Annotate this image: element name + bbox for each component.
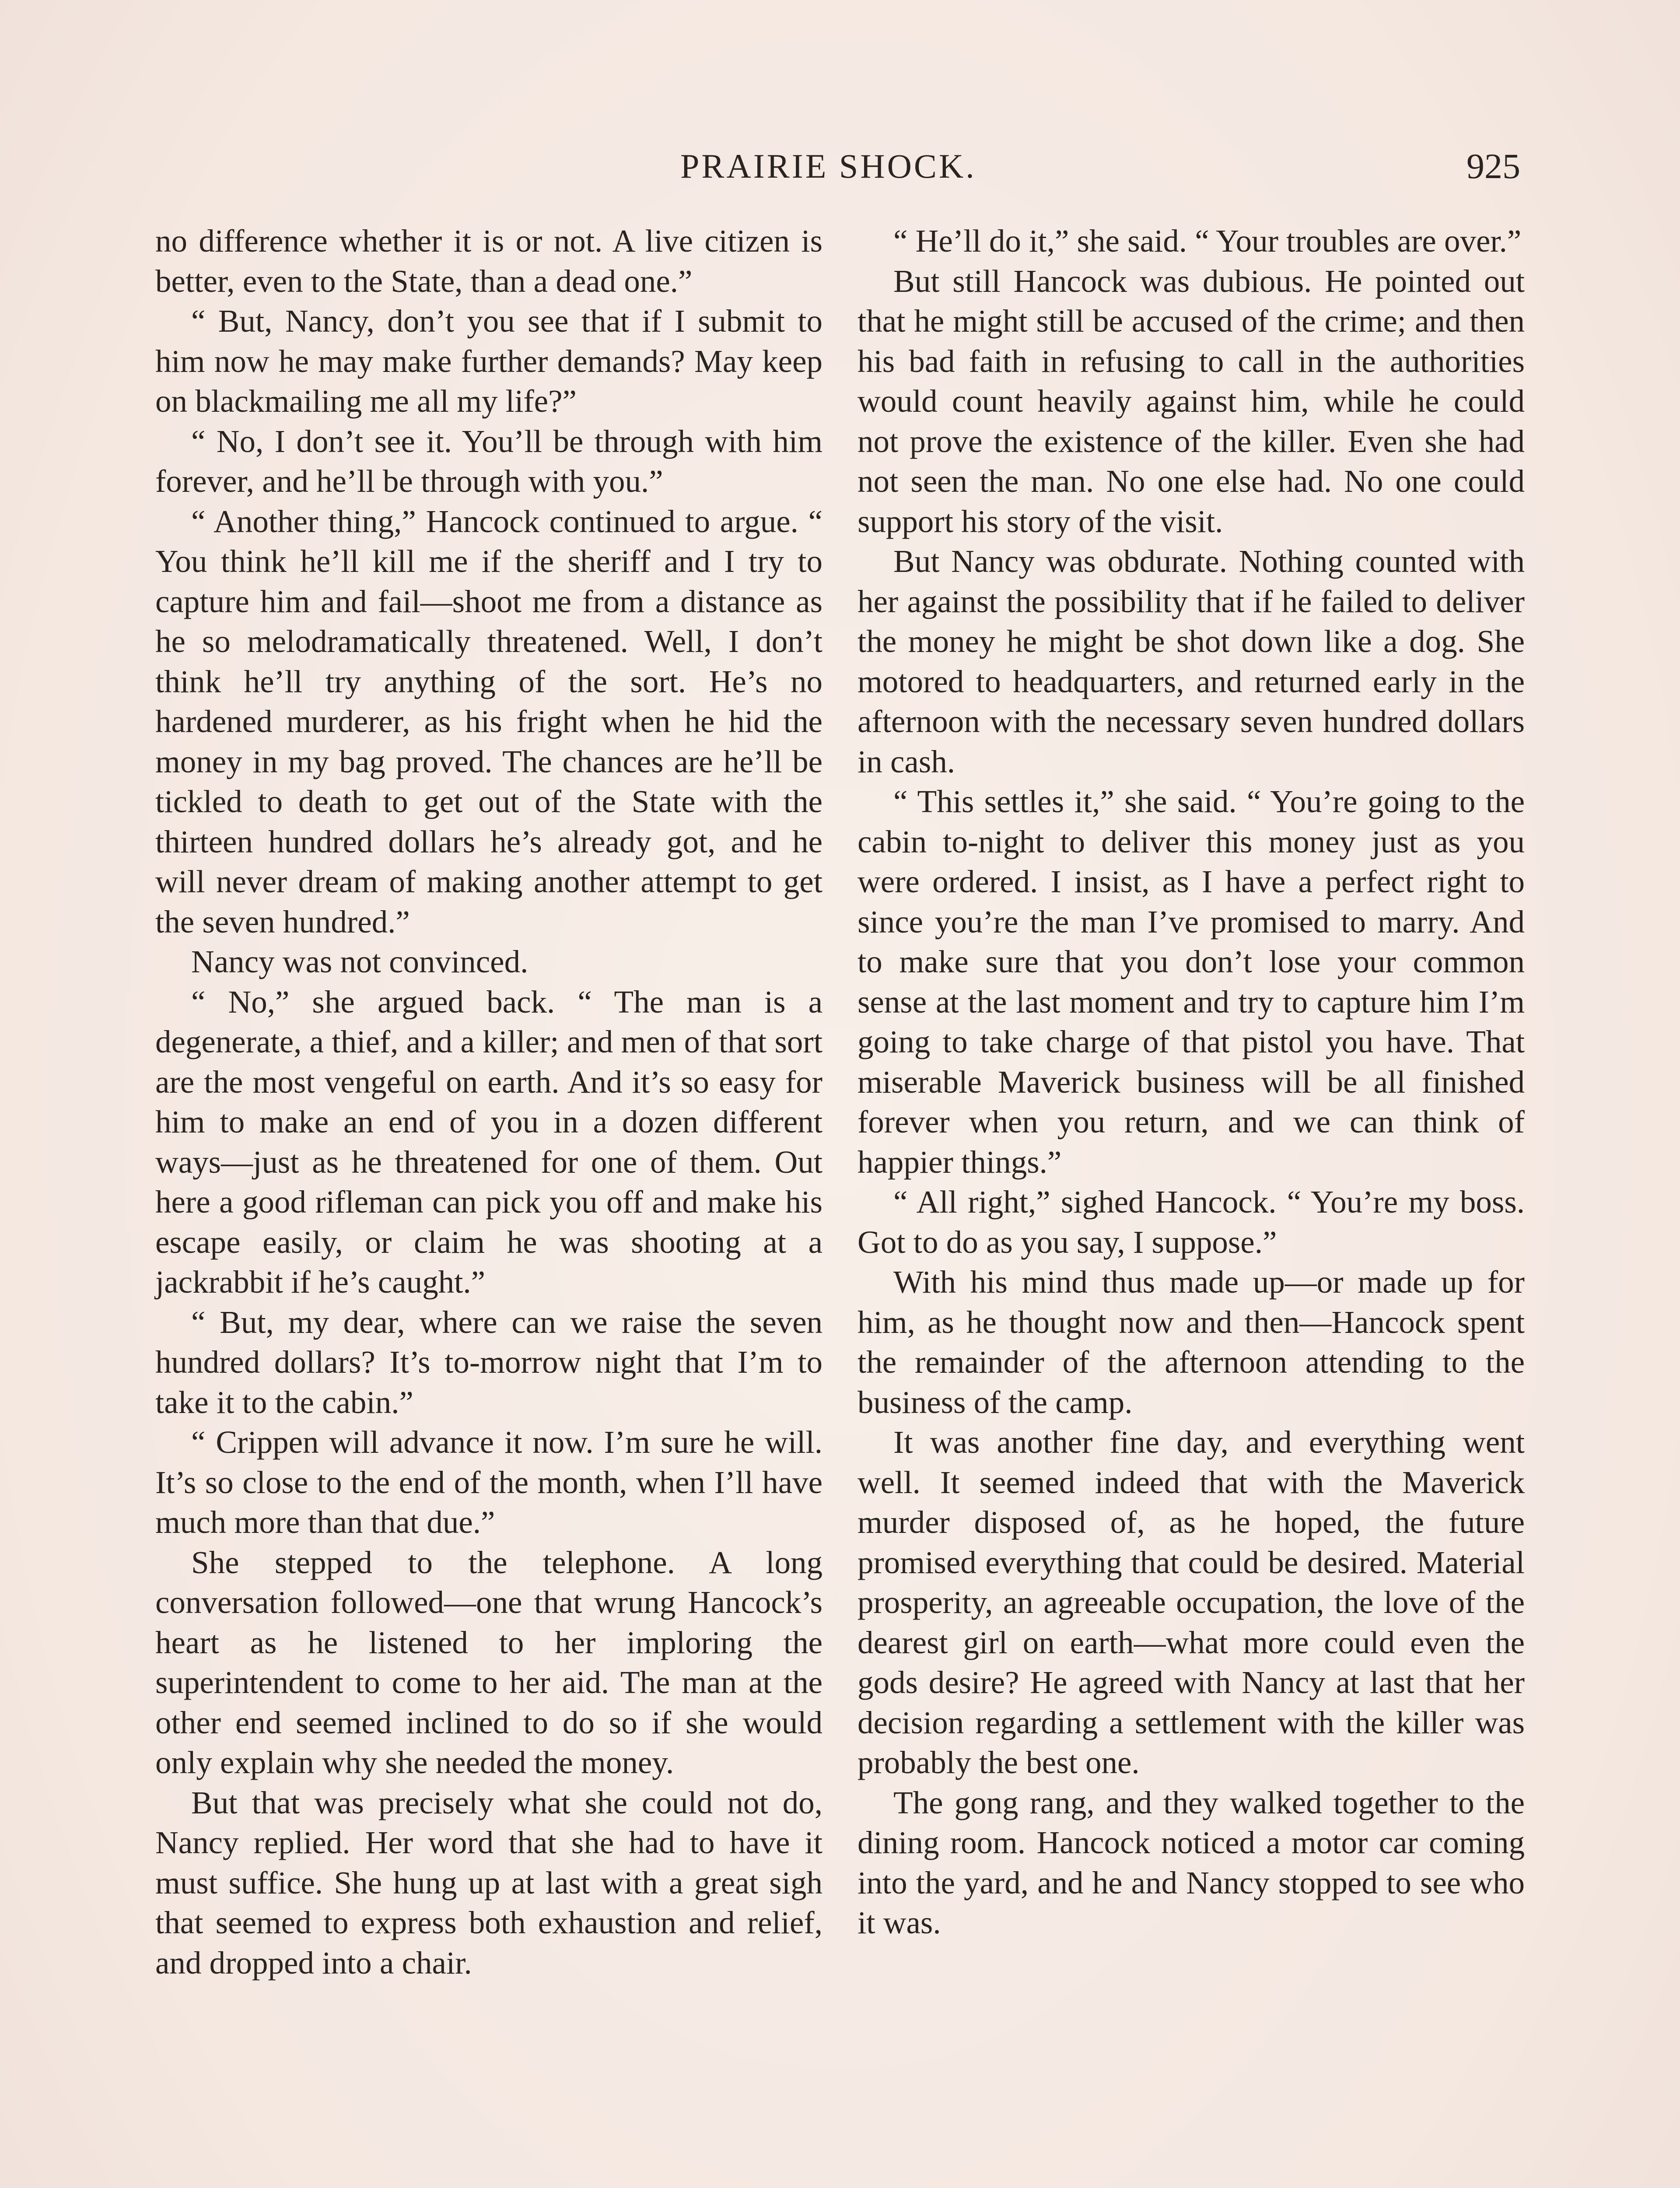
running-header <box>155 142 1520 190</box>
paragraph: It was another fine day, and everything went well. It seemed indeed that with the Maverick murder disposed of, as he hoped, the future promised everything that could be desired. Material prosperity, an agreeable occupation, the love of the dearest girl on earth—what more could even the gods desire? He agreed with Nancy at last that her decision regarding a settlement with the killer was probably the best one. <box>858 1424 1525 1780</box>
paragraph: “ No, I don’t see it. You’ll be through with him forever, and he’ll be through with you.” <box>155 423 822 499</box>
paragraph: Nancy was not convinced. <box>191 944 528 979</box>
page-number: 925 <box>1466 146 1520 186</box>
paragraph: “ But, my dear, where can we raise the seven hundred dollars? It’s to-morrow night that I’m to take it to the cabin.” <box>155 1304 822 1420</box>
paragraph: The gong rang, and they walked together to the dining room. Hancock noticed a motor car coming into the yard, and he and Nancy stopped to see who it was. <box>858 1785 1525 1940</box>
left-column <box>155 221 822 1983</box>
paragraph: But that was precisely what she could not do, Nancy replied. Her word that she had to have it must suffice. She hung up at last with a great sigh that seemed to express both exhaustion and relief, and dropped into a chair. <box>155 1785 822 1981</box>
paragraph: “ All right,” sighed Hancock. “ You’re my boss. Got to do as you say, I suppose.” <box>858 1184 1525 1260</box>
paragraph: “ Crippen will advance it now. I’m sure he will. It’s so close to the end of the month, when I’ll have much more than that due.” <box>155 1424 822 1540</box>
paragraph: “ This settles it,” she said. “ You’re going to the cabin to-night to deliver this money just as you were ordered. I insist, as I have a perfect right to since you’re the man I’ve promised to marry. And to make sure that you don’t lose your common sense at the last moment and try to capture him I’m going to take charge of that pistol you have. That miserable Maverick business will be all finished forever when you return, and we can think of happier things.” <box>858 784 1525 1180</box>
paragraph: She stepped to the telephone. A long conversation followed—one that wrung Hancock’s heart as he listened to her imploring the superintendent to come to her aid. The man at the other end seemed inclined to do so if she would only explain why she needed the money. <box>155 1544 822 1780</box>
paragraph: “ Another thing,” Hancock continued to argue. “ You think he’ll kill me if the sheriff and I try to capture him and fail—shoot me from a distance as he so melodramatically threatened. Well, I don’t think he’ll try anything of the sort. He’s no hardened murderer, as his fright when he hid the money in my bag proved. The chances are he’ll be tickled to death to get out of the State with the thirteen hundred dollars he’s already got, and he will never dream of making another attempt to get the seven hundred.” <box>155 503 822 940</box>
running-title: PRAIRIE SHOCK. <box>680 147 976 185</box>
paragraph: no difference whether it is or not. A live citizen is better, even to the State, than a dead one.” <box>155 223 822 299</box>
right-column <box>858 221 1525 1943</box>
paragraph: With his mind thus made up—or made up for him, as he thought now and then—Hancock spent the remainder of the afternoon attending to the business of the camp. <box>858 1264 1525 1420</box>
paragraph: “ No,” she argued back. “ The man is a degenerate, a thief, and a killer; and men of that sort are the most vengeful on earth. And it’s so easy for him to make an end of you in a dozen different ways—just as he threatened for one of them. Out here a good rifleman can pick you off and make his escape easily, or claim he was shooting at a jackrabbit if he’s caught.” <box>155 984 822 1300</box>
paragraph: “ He’ll do it,” she said. “ Your troubles are over.” <box>893 223 1522 259</box>
paragraph: “ But, Nancy, don’t you see that if I submit to him now he may make further demands? May keep on blackmailing me all my life?” <box>155 303 822 419</box>
paragraph: But still Hancock was dubious. He pointed out that he might still be accused of the crime; and then his bad faith in refusing to call in the authorities would count heavily against him, while he could not prove the existence of the killer. Even she had not seen the man. No one else had. No one could support his story of the visit. <box>858 263 1525 539</box>
paragraph: But Nancy was obdurate. Nothing counted with her against the possibility that if he failed to deliver the money he might be shot down like a dog. She motored to headquarters, and returned early in the afternoon with the necessary seven hundred dollars in cash. <box>858 543 1525 779</box>
